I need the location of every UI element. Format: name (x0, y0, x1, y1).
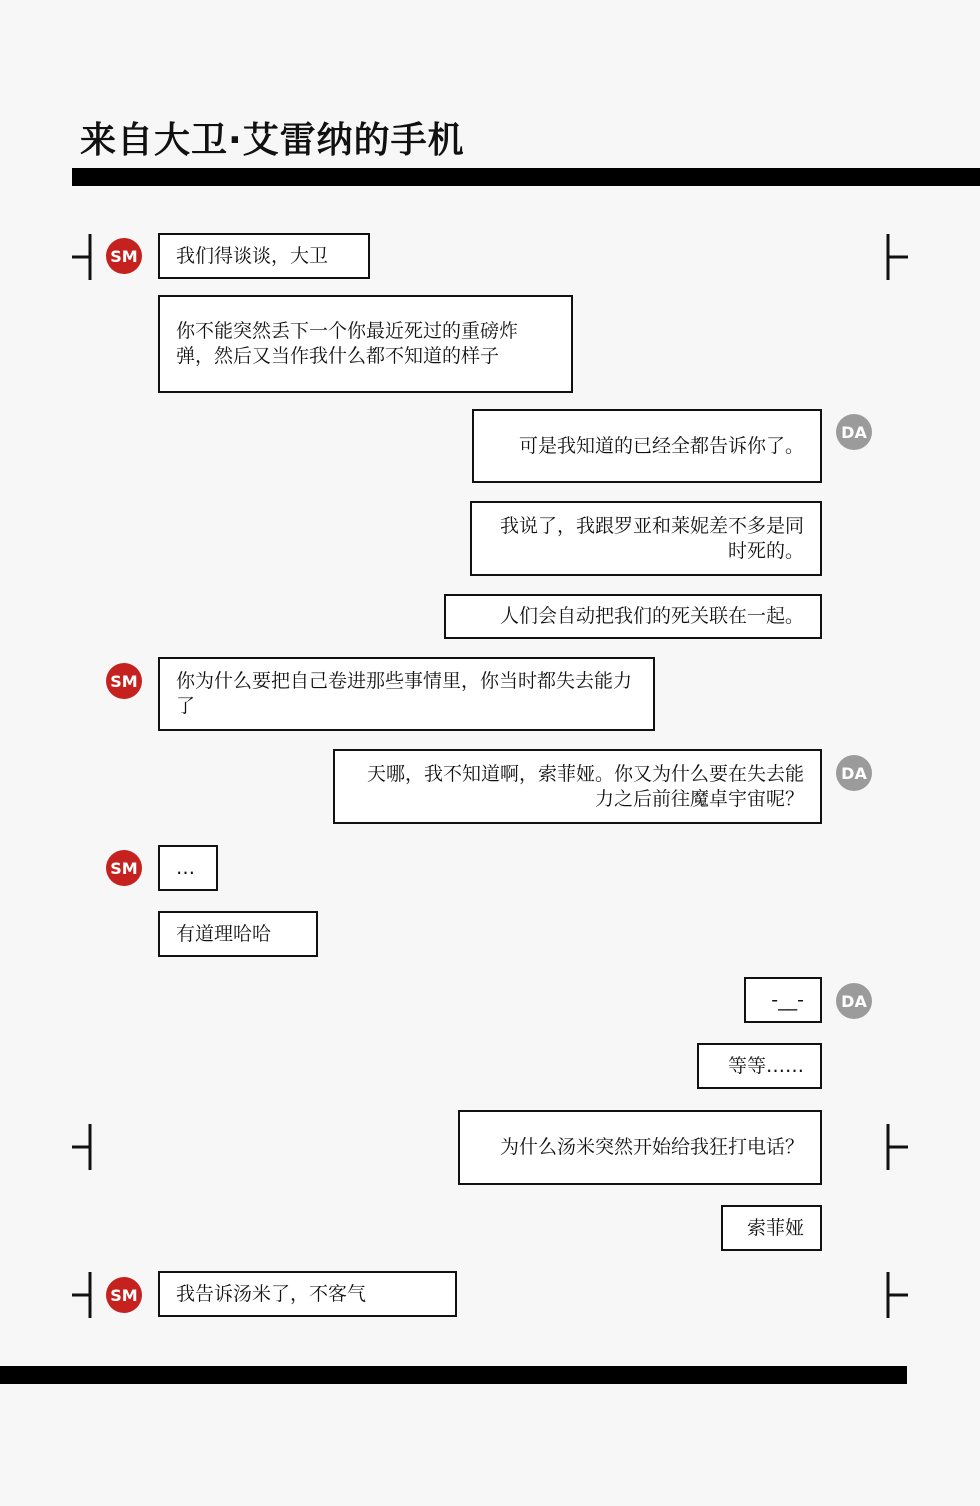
message-bubble (697, 1043, 822, 1089)
page-title: 来自大卫·艾雷纳的手机 (80, 120, 465, 161)
message-bubble (472, 409, 822, 483)
message-text: 可是我知道的已经全都告诉你了。 (518, 434, 804, 457)
message-text: 天哪，我不知道啊，索菲娅。你又为什么要在失去能力之后前往魔卓宇宙呢？ (366, 762, 804, 810)
message-bubble (158, 295, 573, 393)
message-text: 我告诉汤米了，不客气 (176, 1282, 367, 1305)
message-bubble (744, 977, 822, 1023)
message-bubble (333, 749, 822, 824)
right-bracket-icon (884, 234, 914, 280)
message-text: 人们会自动把我们的死关联在一起。 (499, 605, 804, 627)
sender-avatar-sm: SM (106, 850, 142, 886)
message-bubble (444, 594, 822, 639)
message-bubble (721, 1205, 822, 1251)
message-bubble (158, 1271, 457, 1317)
sender-avatar-da: DA (836, 983, 872, 1019)
bottom-divider-bar (0, 1366, 907, 1384)
sender-avatar-da: DA (836, 755, 872, 791)
message-text: 我们得谈谈，大卫 (176, 244, 329, 267)
sender-avatar-sm: SM (106, 663, 142, 699)
message-bubble (158, 845, 218, 891)
left-bracket-icon (72, 1272, 102, 1318)
message-text: 你不能突然丢下一个你最近死过的重磅炸弹，然后又当作我什么都不知道的样子 (176, 320, 519, 367)
sender-avatar-da: DA (836, 414, 872, 450)
message-text: -__- (771, 988, 804, 1011)
message-text: 为什么汤米突然开始给我狂打电话？ (499, 1136, 804, 1158)
sender-avatar-sm: SM (106, 1277, 142, 1313)
message-text: 等等…… (727, 1054, 804, 1077)
message-text: … (176, 856, 195, 879)
message-bubble (458, 1110, 822, 1185)
message-text: 我说了，我跟罗亚和莱妮差不多是同时死的。 (499, 514, 804, 562)
message-bubble (158, 657, 655, 731)
left-bracket-icon (72, 234, 102, 280)
left-bracket-icon (72, 1124, 102, 1170)
message-text: 你为什么要把自己卷进那些事情里，你当时都失去能力了 (176, 670, 633, 717)
message-text: 有道理哈哈 (176, 922, 272, 945)
message-bubble (158, 233, 370, 279)
top-divider-bar (72, 168, 980, 186)
sender-avatar-sm: SM (106, 238, 142, 274)
right-bracket-icon (884, 1124, 914, 1170)
message-bubble (470, 501, 822, 576)
message-text: 索菲娅 (746, 1216, 804, 1239)
message-bubble (158, 911, 318, 957)
right-bracket-icon (884, 1272, 914, 1318)
